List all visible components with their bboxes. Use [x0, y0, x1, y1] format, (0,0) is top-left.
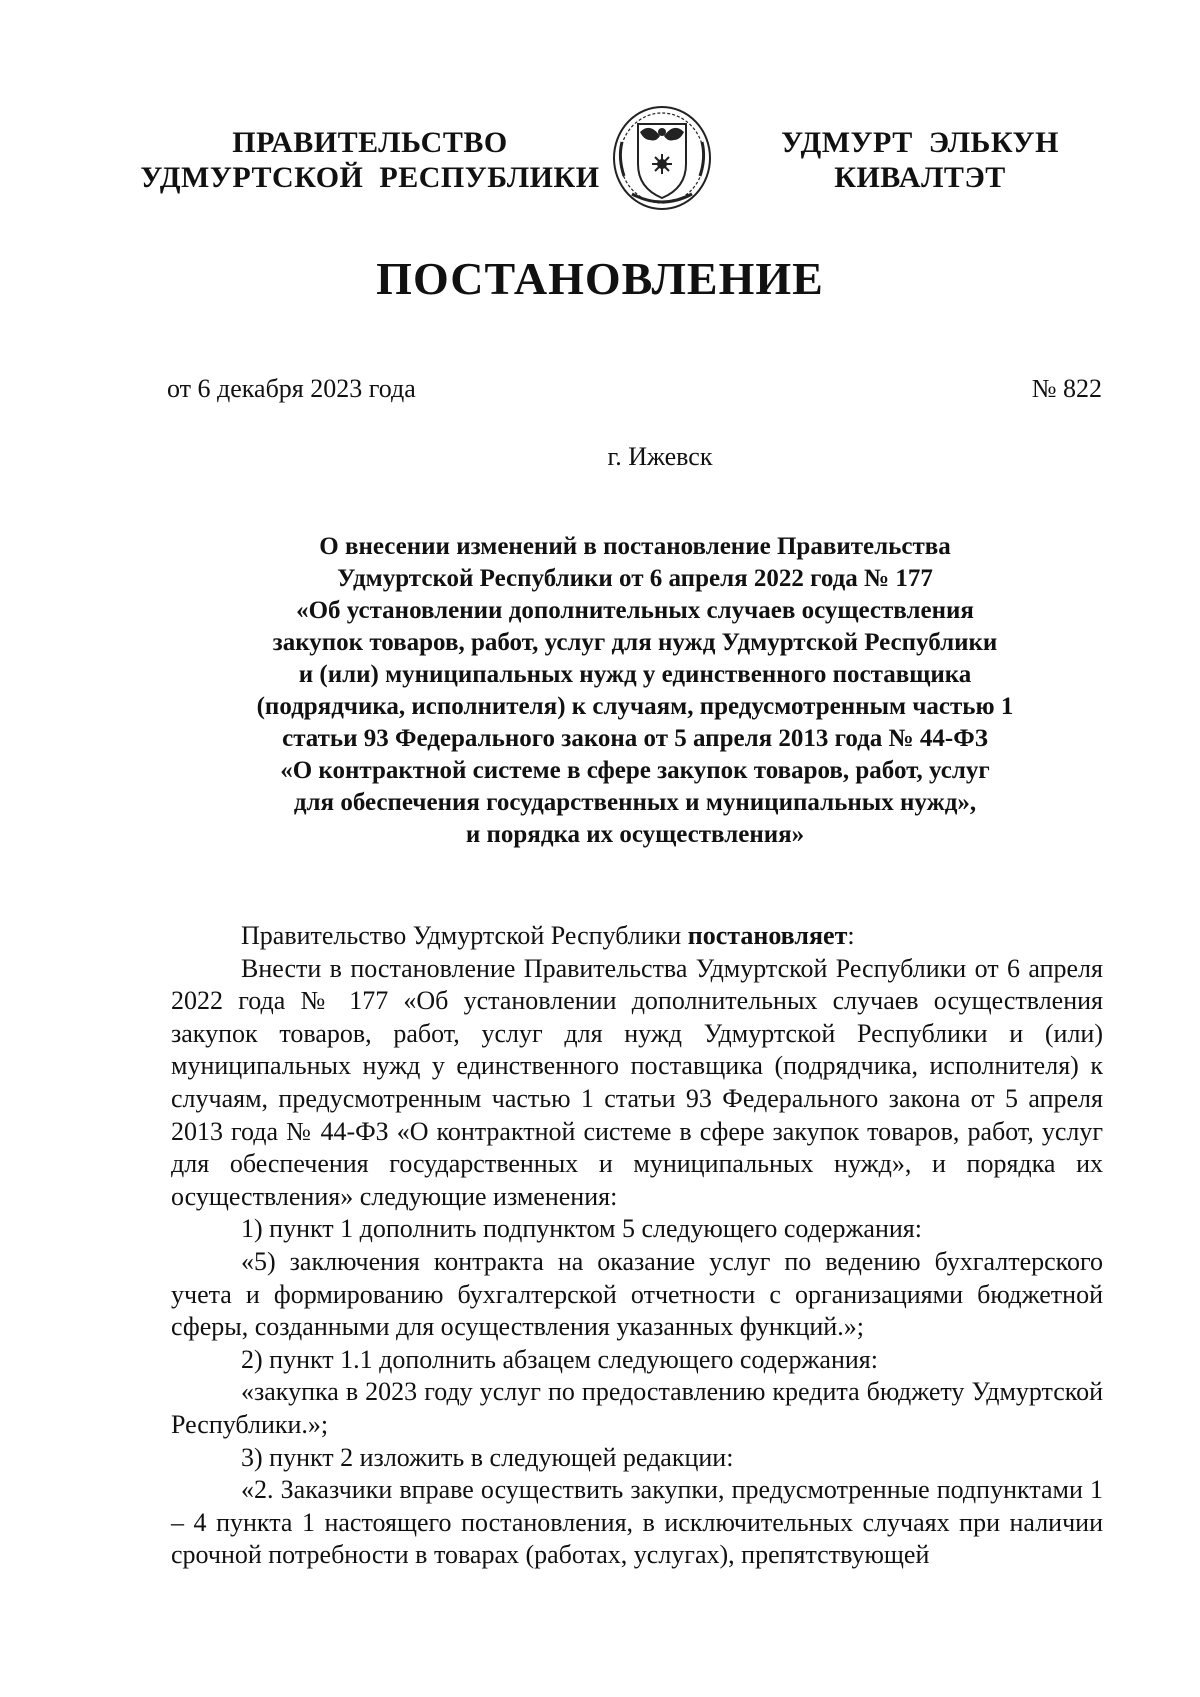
title-line: для обеспечения государственных и муниципальных нужд», [293, 789, 977, 816]
body-paragraph-item1-content: «5) заключения контракта на оказание услуг по ведению бухгалтерского учета и формированию бухгалтерской отчетности с организациями бюджетной сферы, созданными для осуществления указанных функций.»; [171, 1246, 1103, 1342]
header-left-title [140, 125, 600, 195]
header-right-line2: КИВАЛТЭТ [834, 161, 1006, 194]
intro-colon: : [847, 921, 855, 950]
header-left-line2: УДМУРТСКОЙ РЕСПУБЛИКИ [140, 161, 600, 194]
title-line: закупок товаров, работ, услуг для нужд Удмуртской Республики [272, 629, 998, 656]
document-number: № 822 [1031, 374, 1102, 403]
title-line: «О контрактной системе в сфере закупок товаров, работ, услуг [280, 757, 990, 784]
intro-verb: постановляет [687, 921, 848, 950]
title-line: статьи 93 Федерального закона от 5 апреля 2013 года № 44-ФЗ [282, 725, 988, 752]
title-line: и (или) муниципальных нужд у единственного поставщика [298, 661, 972, 688]
document-date: от 6 декабря 2023 года [167, 374, 416, 403]
body-paragraph-item1: 1) пункт 1 дополнить подпунктом 5 следующего содержания: [241, 1214, 922, 1244]
body-paragraph-item2-content: «закупка в 2023 году услуг по предоставлению кредита бюджету Удмуртской Республики.»; [171, 1377, 1103, 1439]
body-paragraph-item3-content: «2. Заказчики вправе осуществить закупки, предусмотренные подпунктами 1 – 4 пункта 1 настоящего постановления, в исключительных случаях при наличии срочной потребности в товарах (работах, услугах), препятствующей [171, 1475, 1103, 1570]
body-paragraph-intro [171, 920, 1103, 953]
document-type-heading: ПОСТАНОВЛЕНИЕ [376, 253, 824, 304]
header-right-line1: УДМУРТ ЭЛЬКУН [781, 126, 1059, 159]
title-line: (подрядчика, исполнителя) к случаям, предусмотренным частью 1 [256, 693, 1014, 720]
document-body [171, 920, 1103, 1572]
title-line: Удмуртской Республики от 6 апреля 2022 года № 177 [337, 565, 933, 592]
title-line: «Об установлении дополнительных случаев осуществления [296, 597, 974, 624]
body-paragraph-main: Внести в постановление Правительства Удмуртской Республики от 6 апреля 2022 года № 177 «Об установлении дополнительных случаев осуществления закупок товаров, работ, услуг для нужд Удмуртской Республики и (или) муниципальных нужд у единственного поставщика (подрядчика, исполнителя) к случаям, предусмотренным частью 1 статьи 93 Федерального закона от 5 апреля 2013 года № 44-ФЗ «О контрактной системе в сфере закупок товаров, работ, услуг для обеспечения государственных и муниципальных нужд», и порядка их осуществления» следующие изменения: [171, 953, 1103, 1211]
body-paragraph-item3: 3) пункт 2 изложить в следующей редакции: [241, 1442, 734, 1472]
udmurtia-coat-of-arms-icon [610, 102, 714, 212]
title-line: О внесении изменений в постановление Правительства [319, 533, 951, 560]
body-paragraph-item2: 2) пункт 1.1 дополнить абзацем следующего содержания: [241, 1344, 878, 1374]
title-line: и порядка их осуществления» [465, 821, 805, 848]
document-title [170, 531, 1100, 851]
header-right-title [760, 125, 1080, 195]
document-city: г. Ижевск [607, 442, 713, 471]
intro-text: Правительство Удмуртской Республики [241, 921, 688, 950]
header-left-line1: ПРАВИТЕЛЬСТВО [232, 126, 508, 159]
